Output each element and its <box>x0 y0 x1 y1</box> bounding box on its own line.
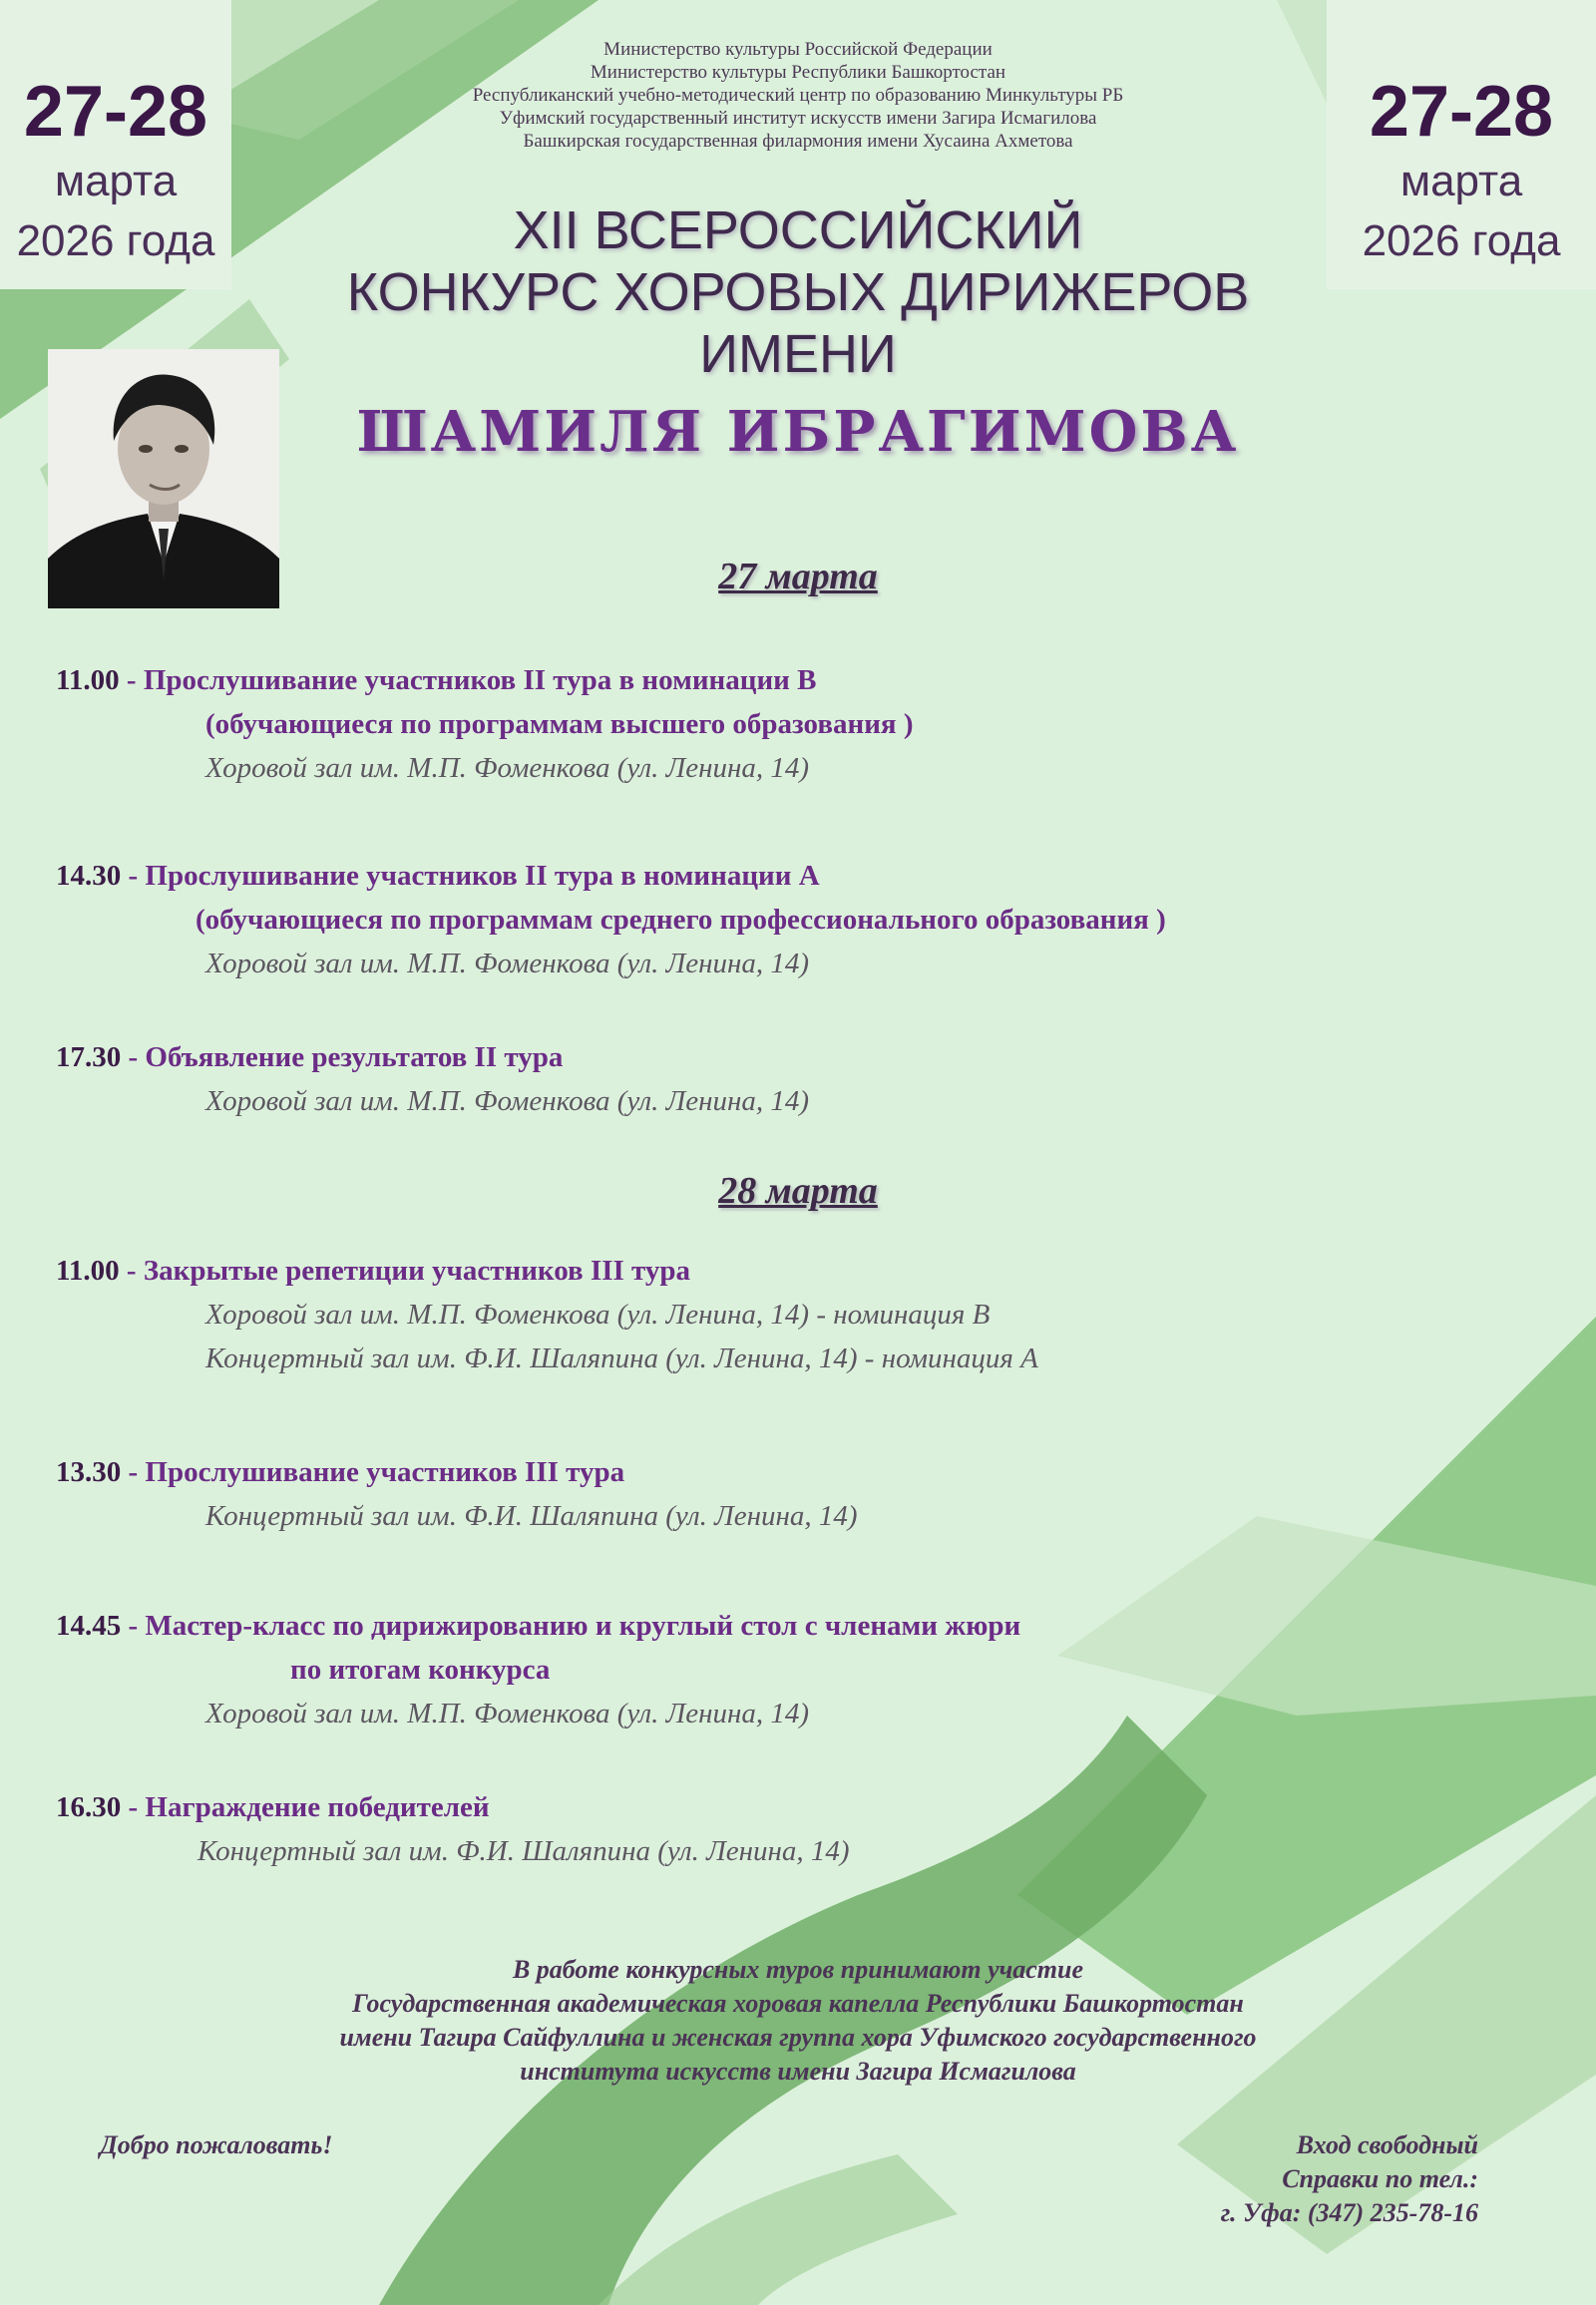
organizers-list <box>329 38 1267 153</box>
date-month-right: марта <box>1399 157 1523 205</box>
contact-info <box>1221 2128 1478 2230</box>
event-time: 11.00 <box>56 1255 120 1287</box>
event-time: 17.30 <box>56 1041 122 1073</box>
event-venue: Хоровой зал им. М.П. Фоменкова (ул. Ленина, 14) <box>205 1085 810 1117</box>
organizer-line: Башкирская государственная филармония имени Хусаина Ахметова <box>523 131 1073 152</box>
participants-line: имени Тагира Сайфуллина и женская группа хора Уфимского государственного <box>339 2023 1257 2052</box>
event-title: Закрытые репетиции участников III тура <box>143 1255 691 1287</box>
participants-note <box>140 1953 1456 2089</box>
event-time: 13.30 <box>56 1456 122 1488</box>
schedule-item: 16.30 - Награждение победителей Концертный зал им. Ф.И. Шаляпина (ул. Ленина, 14) <box>56 1785 1552 1873</box>
event-time: 14.45 <box>56 1610 122 1642</box>
event-venue: Хоровой зал им. М.П. Фоменкова (ул. Ленина, 14) <box>205 948 810 979</box>
event-title: Прослушивание участников II тура в номинации А <box>145 860 820 892</box>
contact-line: Справки по тел.: <box>1282 2164 1478 2193</box>
page-title <box>249 199 1347 385</box>
day-heading: 28 марта <box>718 1170 878 1212</box>
welcome-text: Добро пожаловать! <box>100 2130 333 2159</box>
title-line: XII ВСЕРОССИЙСКИЙ <box>513 200 1083 260</box>
event-subtitle: по итогам конкурса <box>290 1654 551 1686</box>
schedule-item: 14.30 - Прослушивание участников II тура в номинации А (обучающиеся по программам среднего профессионального образования ) Хоровой зал им. М.П. Фоменкова (ул. Ленина, 14) <box>56 854 1552 985</box>
event-venue: Концертный зал им. Ф.И. Шаляпина (ул. Ленина, 14) <box>205 1500 858 1532</box>
date-month-left: марта <box>54 157 178 205</box>
date-range-left: 27-28 <box>23 72 208 152</box>
event-venue: Хоровой зал им. М.П. Фоменкова (ул. Ленина, 14) - номинация В <box>205 1299 991 1331</box>
event-time: 14.30 <box>56 860 122 892</box>
event-title: Прослушивание участников II тура в номинации В <box>143 664 817 696</box>
title-line: КОНКУРС ХОРОВЫХ ДИРИЖЕРОВ <box>346 262 1250 322</box>
event-title: Награждение победителей <box>145 1791 490 1823</box>
event-venue: Хоровой зал им. М.П. Фоменкова (ул. Ленина, 14) <box>205 752 810 784</box>
participants-line: Государственная академическая хоровая капелла Республики Башкортостан <box>352 1989 1244 2018</box>
contact-line: Вход свободный <box>1296 2130 1478 2159</box>
contact-line: г. Уфа: (347) 235-78-16 <box>1220 2198 1478 2227</box>
event-title: Мастер-класс по дирижированию и круглый стол с членами жюри <box>145 1610 1021 1642</box>
event-subtitle: (обучающиеся по программам высшего образования ) <box>205 708 914 740</box>
event-venue: Хоровой зал им. М.П. Фоменкова (ул. Ленина, 14) <box>205 1698 810 1729</box>
schedule-item: 17.30 - Объявление результатов II тура Хоровой зал им. М.П. Фоменкова (ул. Ленина, 14) <box>56 1035 1552 1123</box>
event-time: 16.30 <box>56 1791 122 1823</box>
date-box-right <box>1327 0 1596 289</box>
day-heading: 27 марта <box>718 556 878 597</box>
title-line: ИМЕНИ <box>699 324 897 384</box>
organizer-line: Министерство культуры Республики Башкортостан <box>590 62 1006 83</box>
event-title: Прослушивание участников III тура <box>145 1456 625 1488</box>
date-year-right: 2026 года <box>1362 216 1561 265</box>
title-name: ШАМИЛЯ ИБРАГИМОВА <box>356 399 1240 465</box>
event-title: Объявление результатов II тура <box>145 1041 564 1073</box>
schedule-item: 14.45 - Мастер-класс по дирижированию и круглый стол с членами жюри по итогам конкурса Хоровой зал им. М.П. Фоменкова (ул. Ленина, 14) <box>56 1604 1552 1735</box>
date-range-right: 27-28 <box>1369 72 1554 152</box>
organizer-line: Уфимский государственный институт искусств имени Загира Исмагилова <box>499 108 1097 129</box>
schedule-item: 11.00 - Закрытые репетиции участников III тура Хоровой зал им. М.П. Фоменкова (ул. Ленина, 14) - номинация В Концертный зал им. Ф.И. Шаляпина (ул. Ленина, 14) - номинация А <box>56 1249 1552 1380</box>
event-time: 11.00 <box>56 664 120 696</box>
event-venue: Концертный зал им. Ф.И. Шаляпина (ул. Ленина, 14) - номинация А <box>205 1343 1038 1374</box>
date-year-left: 2026 года <box>16 216 215 265</box>
schedule-item: 11.00 - Прослушивание участников II тура в номинации В (обучающиеся по программам высшего образования ) Хоровой зал им. М.П. Фоменкова (ул. Ленина, 14) <box>56 658 1552 790</box>
event-venue: Концертный зал им. Ф.И. Шаляпина (ул. Ленина, 14) <box>198 1835 850 1867</box>
participants-line: института искусств имени Загира Исмагилова <box>520 2057 1076 2086</box>
date-box-left <box>0 0 231 289</box>
participants-line: В работе конкурсных туров принимают участие <box>512 1955 1084 1984</box>
organizer-line: Республиканский учебно-методический центр по образованию Минкультуры РБ <box>472 85 1124 106</box>
organizer-line: Министерство культуры Российской Федерации <box>603 39 993 60</box>
schedule-item: 13.30 - Прослушивание участников III тура Концертный зал им. Ф.И. Шаляпина (ул. Ленина, 14) <box>56 1450 1552 1538</box>
event-subtitle: (обучающиеся по программам среднего профессионального образования ) <box>196 904 1166 936</box>
